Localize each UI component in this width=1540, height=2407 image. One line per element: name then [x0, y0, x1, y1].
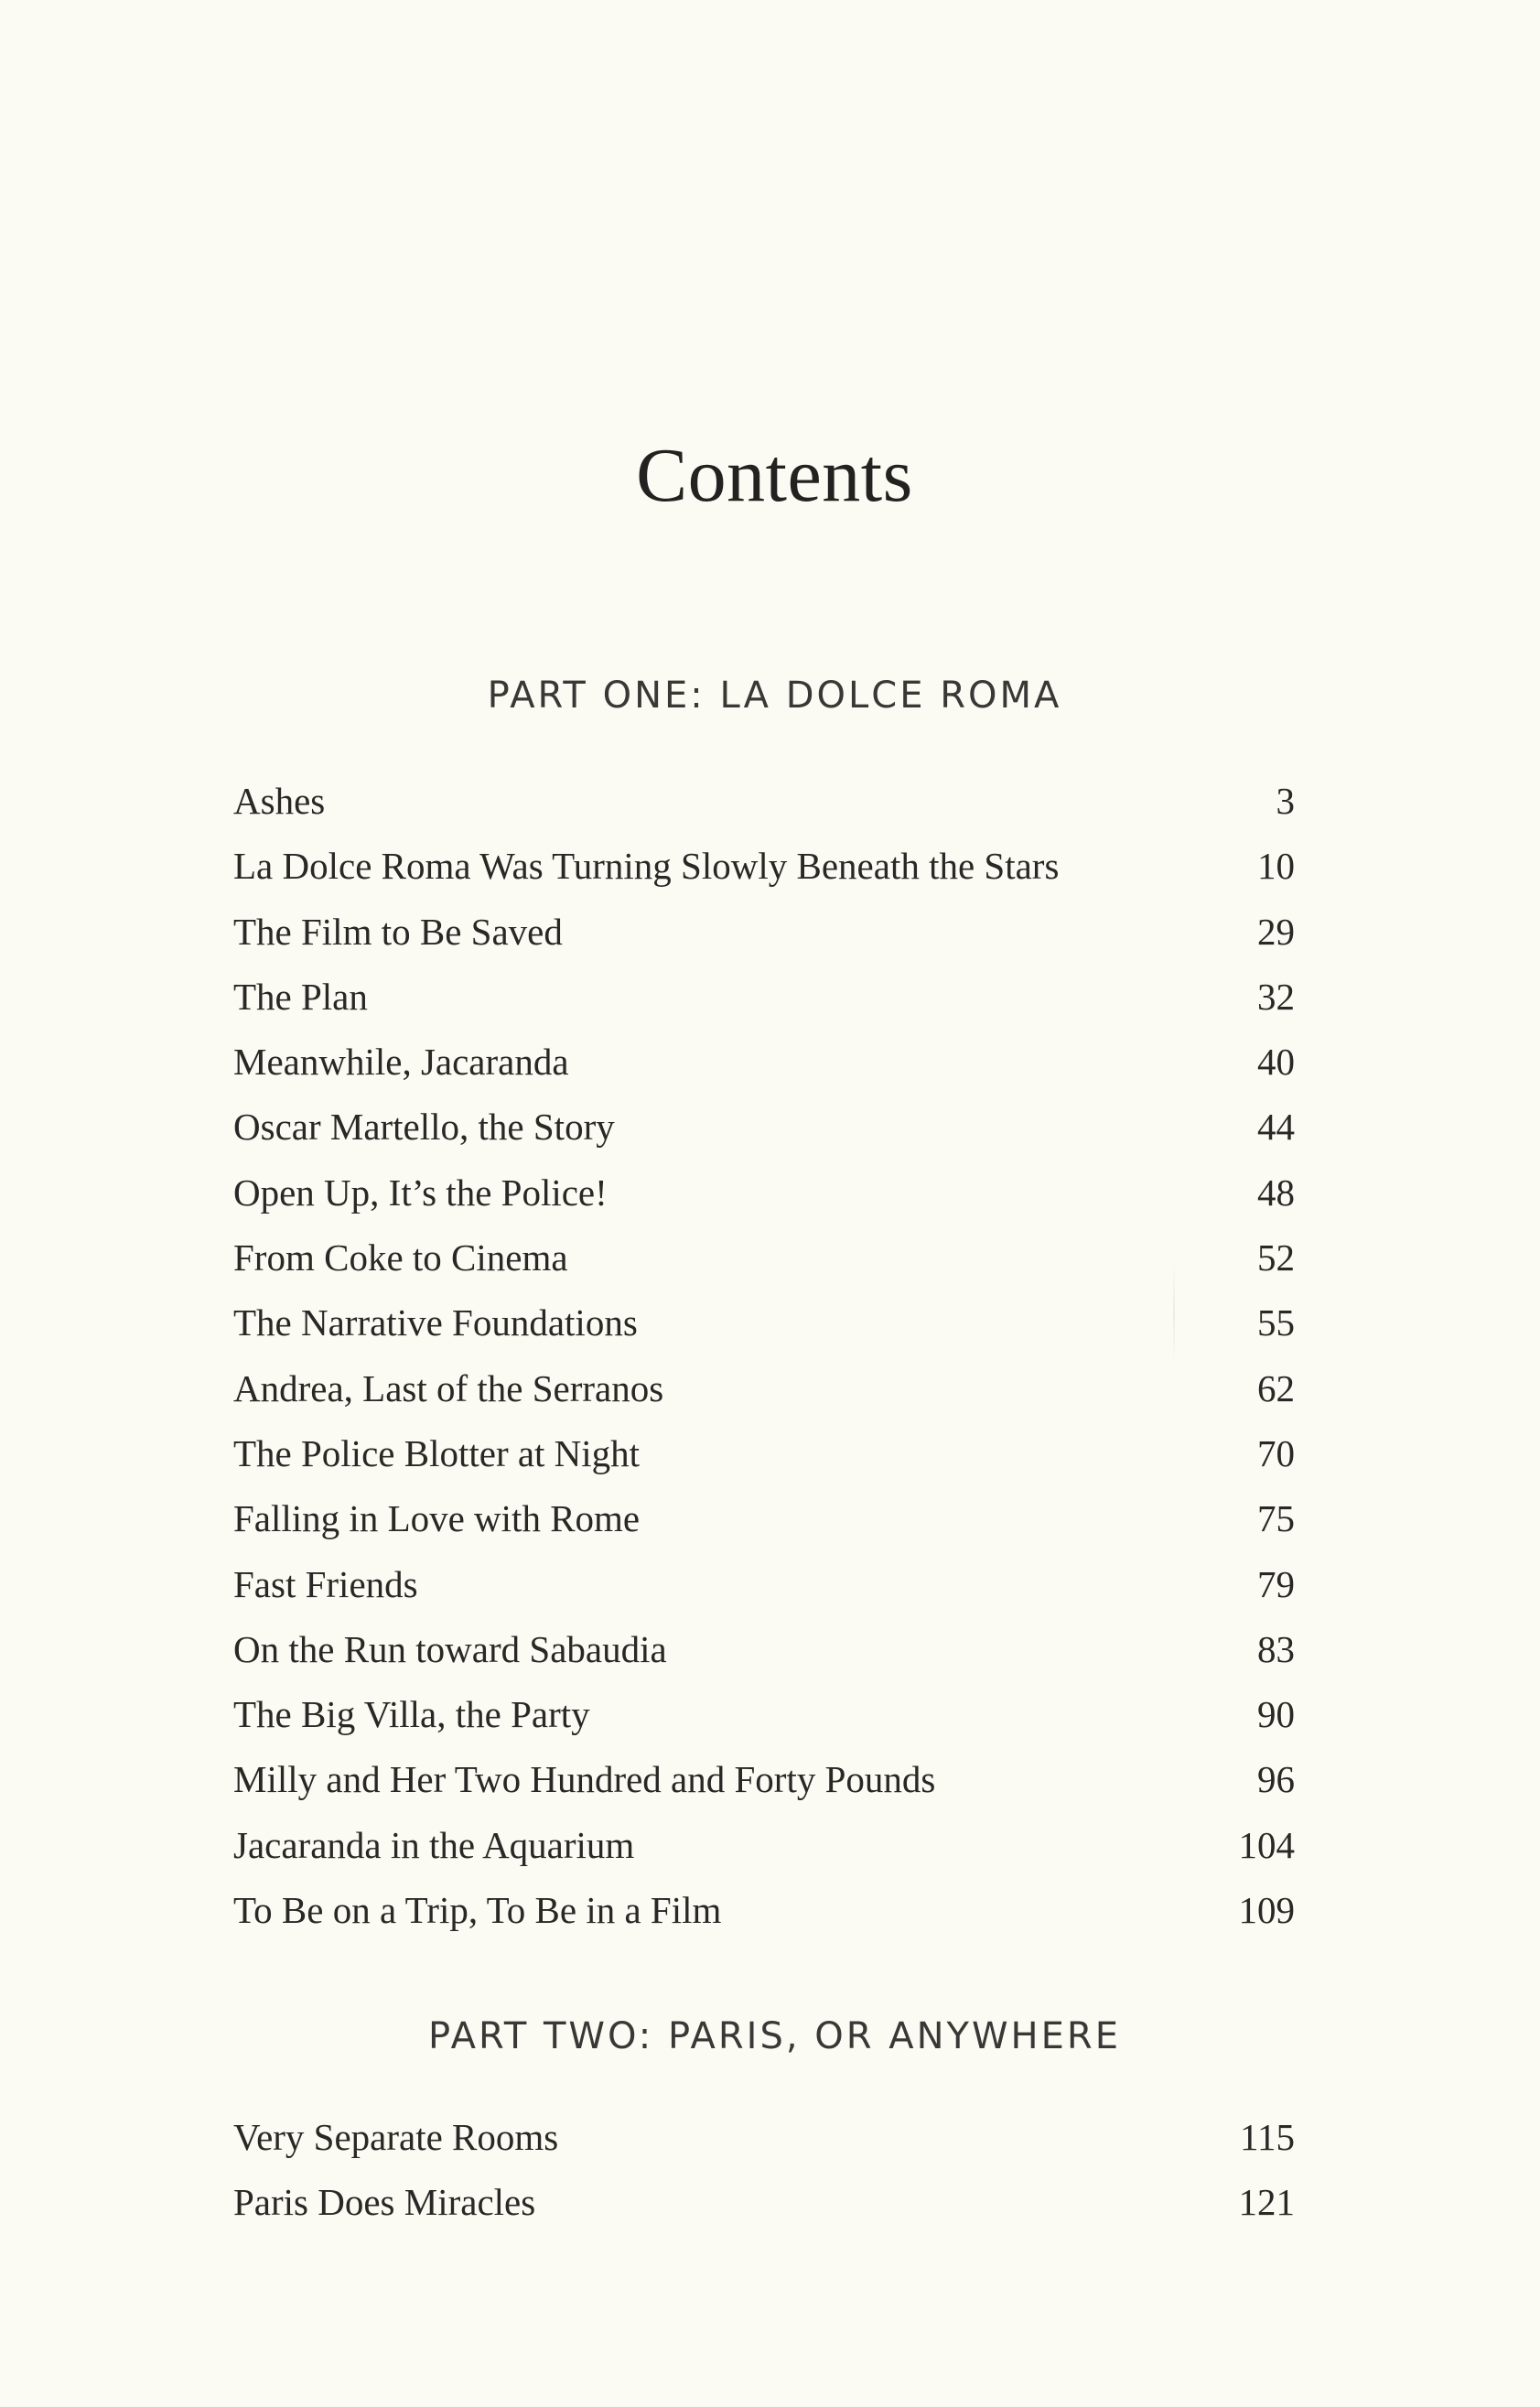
- toc-entry: [233, 1747, 1295, 1812]
- chapter-title: To Be on a Trip, To Be in a Film: [233, 1889, 722, 1932]
- toc-entry: [233, 1160, 1295, 1225]
- chapter-title: The Big Villa, the Party: [233, 1693, 590, 1736]
- chapter-title: The Police Blotter at Night: [233, 1431, 641, 1474]
- part-one-entry-list: [233, 769, 1295, 1943]
- toc-entry: [233, 1095, 1295, 1160]
- page-number: 121: [1238, 2181, 1295, 2224]
- chapter-title: Falling in Love with Rome: [233, 1497, 641, 1540]
- toc-entry: [233, 1552, 1295, 1617]
- page-number: 3: [1276, 780, 1295, 822]
- chapter-title: The Plan: [233, 975, 368, 1018]
- chapter-title: Andrea, Last of the Serranos: [233, 1366, 664, 1409]
- page-number: 52: [1257, 1236, 1295, 1279]
- page-title: Contents: [636, 433, 913, 518]
- chapter-title: The Film to Be Saved: [233, 910, 563, 953]
- chapter-title: Oscar Martello, the Story: [233, 1106, 615, 1149]
- page-crease: [1173, 1263, 1175, 1364]
- part-two-entry-list: [233, 2105, 1295, 2236]
- page-number: 10: [1257, 845, 1295, 888]
- page-number: 75: [1257, 1497, 1295, 1540]
- page-number: 90: [1257, 1693, 1295, 1736]
- toc-entry: [233, 1225, 1295, 1290]
- toc-entry: [233, 769, 1295, 834]
- page-number: 32: [1257, 975, 1295, 1018]
- chapter-title: From Coke to Cinema: [233, 1236, 568, 1279]
- page-number: 40: [1257, 1041, 1295, 1084]
- page-number: 48: [1257, 1171, 1295, 1214]
- toc-entry: [233, 1813, 1295, 1878]
- toc-entry: [233, 2105, 1295, 2170]
- toc-entry: [233, 1356, 1295, 1421]
- page-number: 79: [1257, 1562, 1295, 1605]
- chapter-title: Paris Does Miracles: [233, 2181, 536, 2224]
- toc-entry: [233, 1617, 1295, 1682]
- chapter-title: On the Run toward Sabaudia: [233, 1627, 667, 1670]
- toc-entry: [233, 965, 1295, 1030]
- part-one-heading: PART ONE: LA DOLCE ROMA: [487, 675, 1062, 717]
- chapter-title: Milly and Her Two Hundred and Forty Pounds: [233, 1758, 936, 1801]
- page-number: 83: [1257, 1627, 1295, 1670]
- toc-entry: [233, 900, 1295, 965]
- toc-entry: [233, 1486, 1295, 1551]
- toc-entry: [233, 1682, 1295, 1747]
- page-number: 96: [1257, 1758, 1295, 1801]
- page-number: 104: [1238, 1823, 1295, 1866]
- toc-entry: [233, 1878, 1295, 1943]
- chapter-title: Jacaranda in the Aquarium: [233, 1823, 635, 1866]
- page-number: 115: [1240, 2116, 1295, 2158]
- toc-entry: [233, 1030, 1295, 1095]
- chapter-title: Open Up, It’s the Police!: [233, 1171, 608, 1214]
- page-number: 55: [1257, 1301, 1295, 1344]
- page-number: 62: [1257, 1366, 1295, 1409]
- toc-entry: [233, 1290, 1295, 1355]
- page-number: 44: [1257, 1106, 1295, 1149]
- toc-entry: [233, 1421, 1295, 1486]
- toc-entry: [233, 834, 1295, 899]
- chapter-title: Meanwhile, Jacaranda: [233, 1041, 569, 1084]
- chapter-title: Very Separate Rooms: [233, 2116, 559, 2158]
- chapter-title: The Narrative Foundations: [233, 1301, 638, 1344]
- page-number: 109: [1238, 1889, 1295, 1932]
- chapter-title: Ashes: [233, 780, 326, 822]
- page-number: 29: [1257, 910, 1295, 953]
- toc-entry: [233, 2170, 1295, 2235]
- page-number: 70: [1257, 1431, 1295, 1474]
- chapter-title: Fast Friends: [233, 1562, 418, 1605]
- chapter-title: La Dolce Roma Was Turning Slowly Beneath the Stars: [233, 845, 1060, 888]
- part-two-heading: PART TWO: PARIS, OR ANYWHERE: [428, 2015, 1121, 2057]
